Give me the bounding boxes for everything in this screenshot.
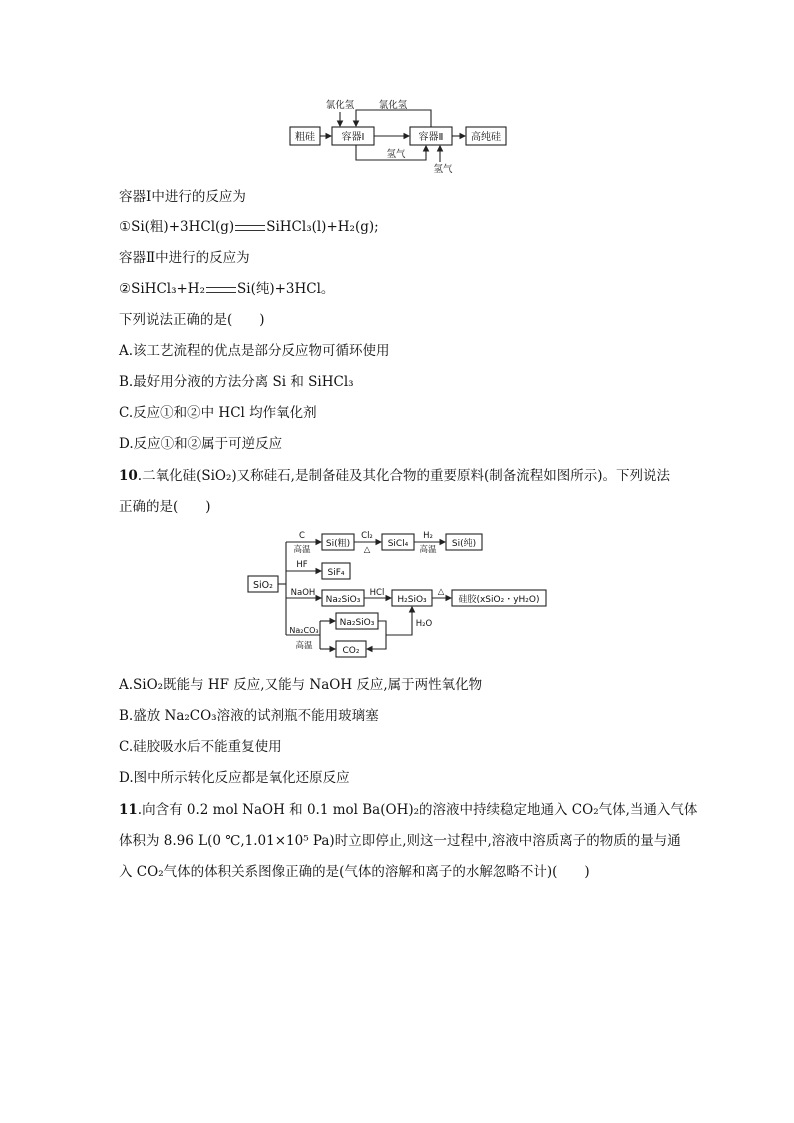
condition-high-temp-2: 高温 [419,545,437,555]
q10-stem-line1: 10.二氧化硅(SiO₂)又称硅石,是制备硅及其化合物的重要原料(制备流程如图所示)。下列说法 [119,468,670,484]
q9-option-b: B.最好用分液的方法分离 Si 和 SiHCl₃ [119,374,354,390]
q9-line3: 容器Ⅱ中进行的反应为 [119,250,250,266]
hcl-recycle-label: 氯化氢 [378,100,408,111]
h2sio3-label: H₂SiO₃ [397,595,427,605]
q9-equation2 [119,280,334,298]
crude-si-label: 粗硅 [295,132,315,143]
q11-number: 11 [119,802,138,818]
reagent-na2co3: Na₂CO₃ [289,626,319,635]
reagent-naoh: NaOH [290,588,316,598]
si-crude-label: Si(粗) [325,539,351,549]
co2-label: CO₂ [342,646,360,656]
eq1-right: SiHCl₃(l)+H₂(g); [266,219,379,235]
q10-option-d: D.图中所示转化反应都是氧化还原反应 [119,770,350,786]
reagent-h2o: H₂O [415,619,433,629]
q11-line3: 入 CO₂气体的体积关系图像正确的是(气体的溶解和离子的水解忽略不计)( ) [119,864,590,880]
silica-gel-label: 硅胶(xSiO₂・yH₂O) [458,595,540,605]
q10-number: 10 [119,468,138,484]
reagent-hf: HF [296,560,308,570]
sio2-flow-diagram [0,525,794,665]
q10-option-c: C.硅胶吸水后不能重复使用 [119,739,282,755]
pure-si-label: 高纯硅 [471,132,501,143]
vessel1-label: 容器Ⅰ [341,132,365,143]
q11-line1: 11.向含有 0.2 mol NaOH 和 0.1 mol Ba(OH)₂的溶液中持续稳定地通入 CO₂气体,当通入气体 [119,802,698,818]
h2-recycle-label: 氢气 [386,149,406,160]
reagent-c: C [299,531,305,541]
eq2-left: ②SiHCl₃+H₂ [119,281,205,297]
na2sio3-label-1: Na₂SiO₃ [325,595,361,605]
na2sio3-label-2: Na₂SiO₃ [339,618,375,628]
q9-equation1 [119,218,379,236]
reagent-hcl: HCl [369,588,385,598]
sif4-label: SiF₄ [327,568,345,578]
condition-high-temp-1: 高温 [293,545,311,555]
q9-option-c: C.反应①和②中 HCl 均作氧化剂 [119,405,317,421]
q11-line2: 体积为 8.96 L(0 ℃,1.01×10⁵ Pa)时立即停止,则这一过程中,溶液中溶质离子的物质的量与通 [119,833,681,849]
q10-option-b: B.盛放 Na₂CO₃溶液的试剂瓶不能用玻璃塞 [119,708,379,724]
q9-line1: 容器Ⅰ中进行的反应为 [119,189,246,205]
hcl-input-label: 氯化氢 [325,100,355,111]
silicon-process-diagram [0,0,794,180]
condition-heat-1: △ [363,545,371,555]
condition-high-temp-3: 高温 [295,641,313,651]
reagent-cl2: Cl₂ [361,531,373,541]
q10-option-a: A.SiO₂既能与 HF 反应,又能与 NaOH 反应,属于两性氧化物 [119,677,483,693]
equals-sign [206,287,236,293]
equals-sign [235,225,265,231]
q10-stem-line2: 正确的是( ) [119,499,211,515]
reagent-h2: H₂ [423,531,433,541]
eq1-left: ①Si(粗)+3HCl(g) [119,219,235,235]
q9-option-d: D.反应①和②属于可逆反应 [119,436,283,452]
sio2-label: SiO₂ [253,580,273,591]
q9-stem: 下列说法正确的是( ) [119,312,265,328]
si-pure-label: Si(纯) [451,539,477,549]
vessel2-label: 容器Ⅱ [418,132,444,143]
sicl4-label: SiCl₄ [387,539,409,549]
eq2-right: Si(纯)+3HCl。 [237,281,335,297]
condition-heat-2: △ [437,587,445,597]
q9-option-a: A.该工艺流程的优点是部分反应物可循环使用 [119,343,390,359]
h2-input-label: 氢气 [433,164,453,175]
